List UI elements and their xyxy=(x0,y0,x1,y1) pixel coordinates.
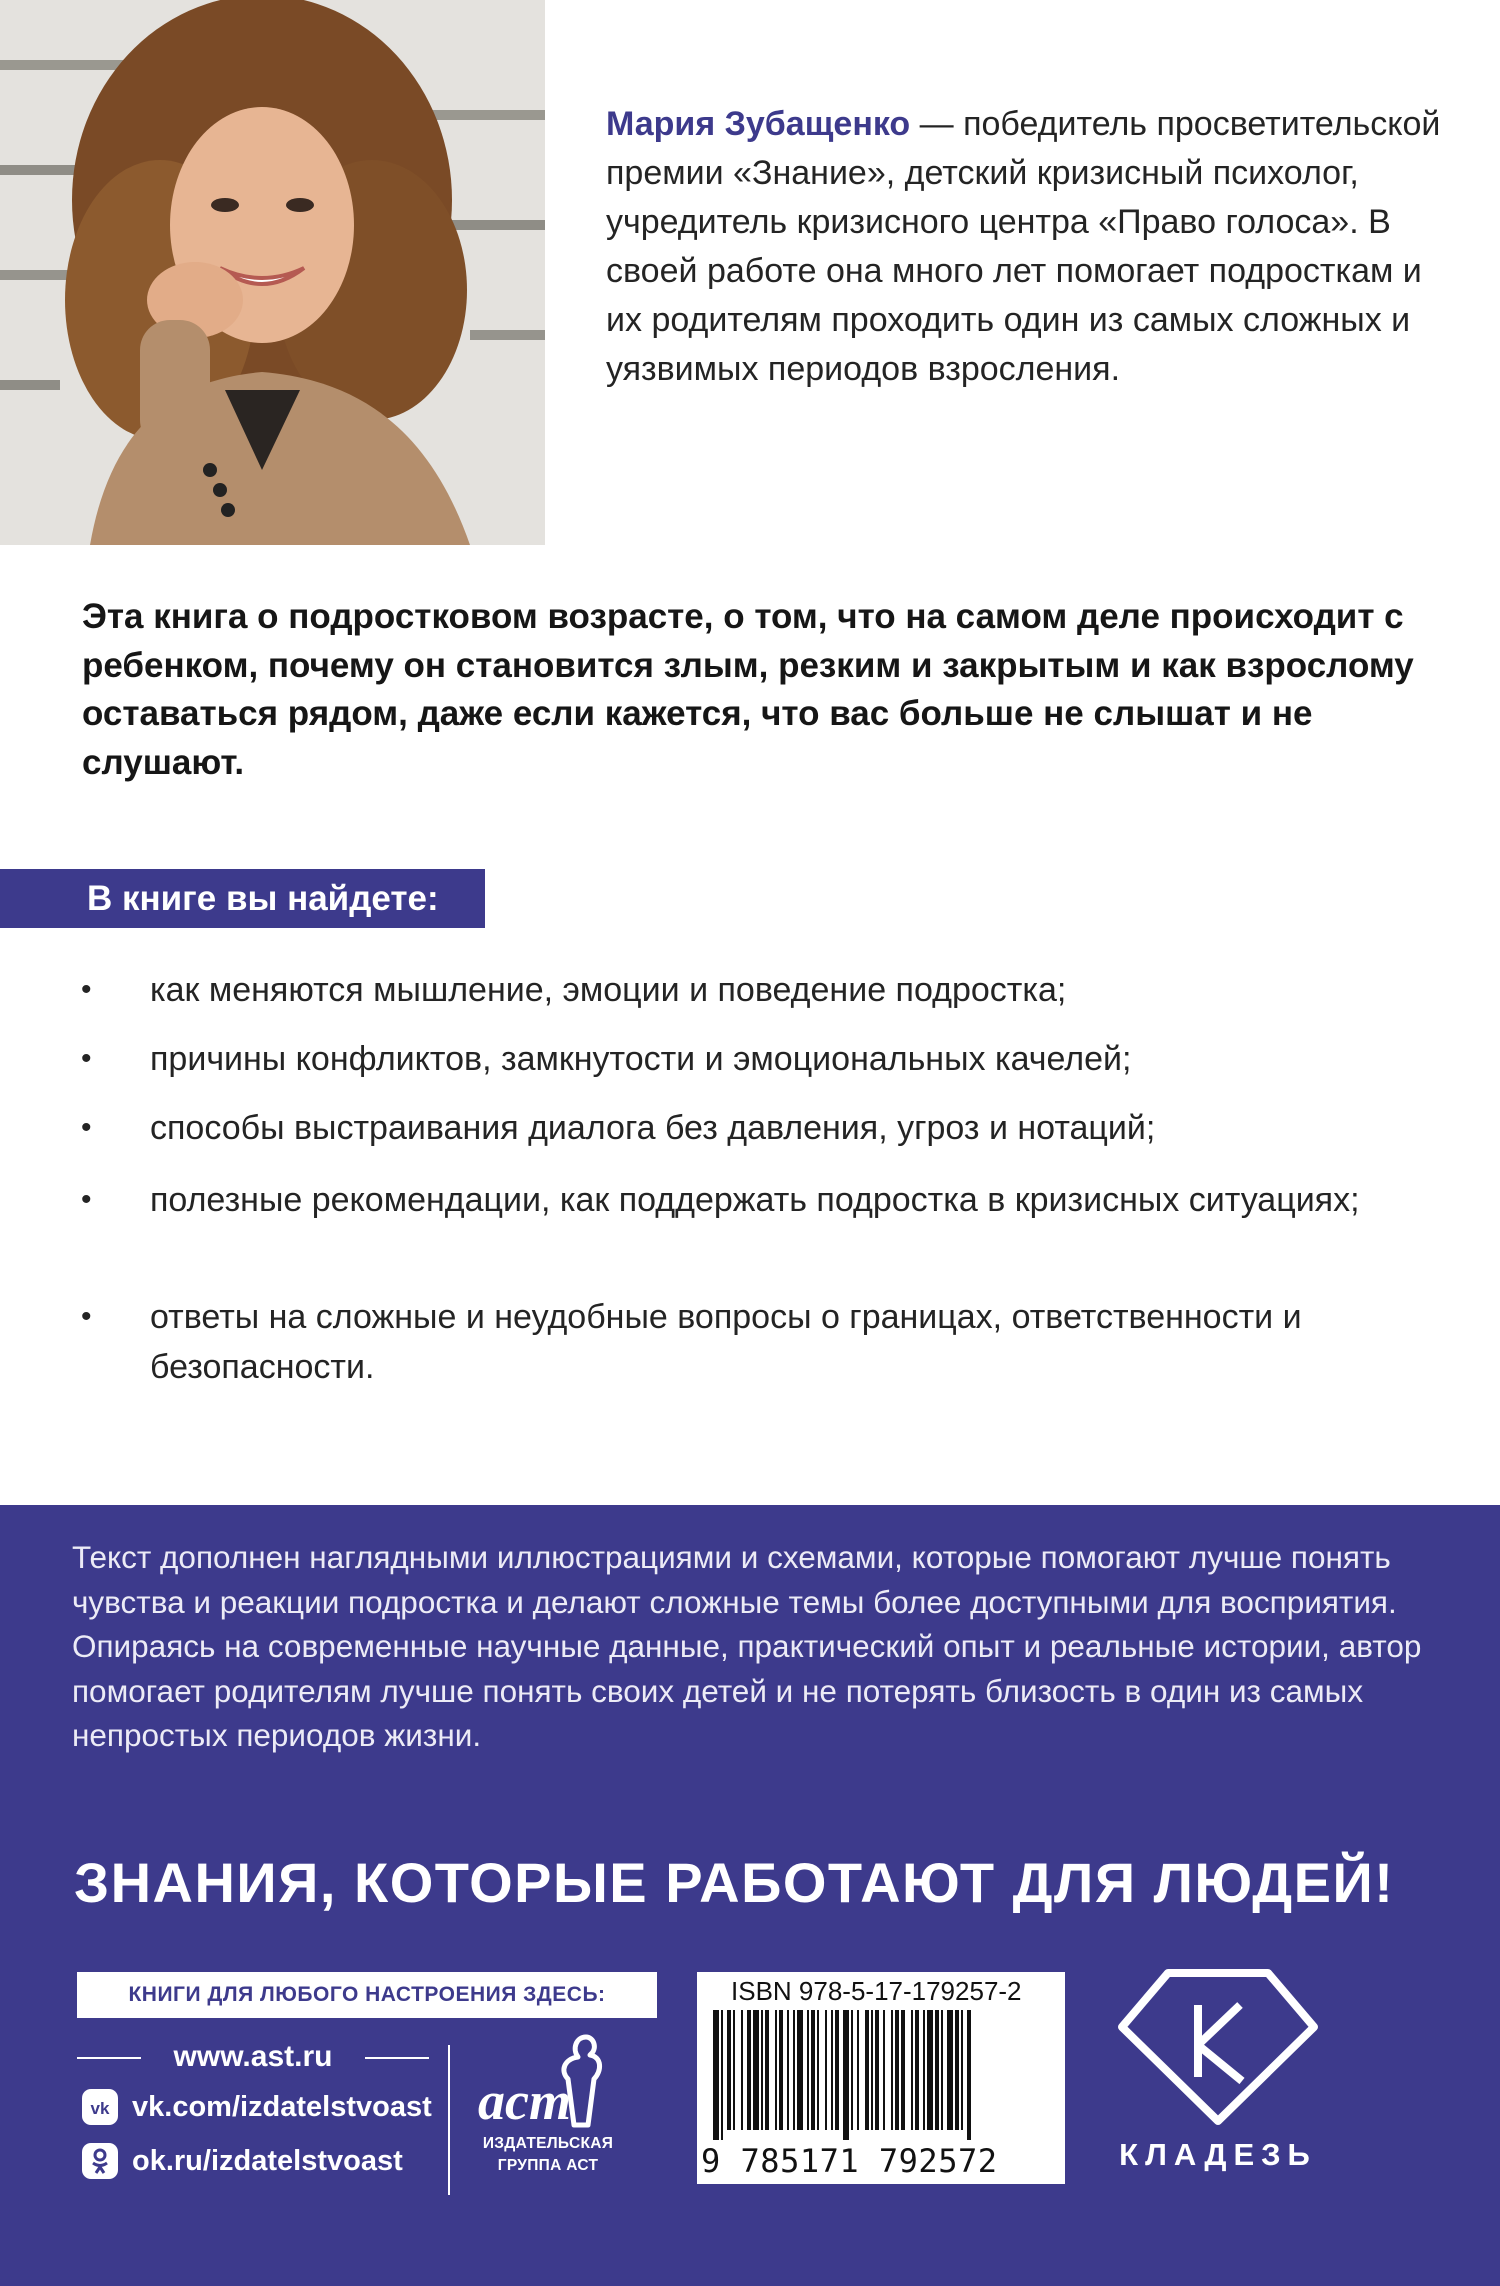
list-item-text: причины конфликтов, замкнутости и эмоциональных качелей; xyxy=(150,1040,1132,1078)
publisher-slogan: ЗНАНИЯ, КОТОРЫЕ РАБОТАЮТ ДЛЯ ЛЮДЕЙ! xyxy=(74,1851,1395,1914)
barcode-bar xyxy=(961,2010,963,2130)
barcode-bar xyxy=(843,2010,849,2140)
barcode-bar xyxy=(831,2010,833,2130)
author-photo xyxy=(0,0,545,545)
barcode-bar xyxy=(753,2010,759,2130)
barcode-bar xyxy=(811,2010,815,2130)
ok-link[interactable]: ok.ru/izdatelstvoast xyxy=(132,2145,403,2177)
barcode-bar xyxy=(857,2010,859,2130)
barcode-bar xyxy=(851,2010,853,2130)
vk-icon xyxy=(82,2089,118,2125)
list-item-text: как меняются мышление, эмоции и поведение подростка; xyxy=(150,971,1067,1009)
vk-link-row[interactable] xyxy=(82,2087,442,2127)
barcode-bar xyxy=(797,2010,803,2130)
barcode-bar xyxy=(765,2010,769,2130)
bullet-icon: • xyxy=(81,1042,92,1075)
links-label: КНИГИ ДЛЯ ЛЮБОГО НАСТРОЕНИЯ ЗДЕСЬ: xyxy=(77,1972,657,2018)
author-bio-text: — победитель просветительской премии «Знание», детский кризисный психолог, учредитель кризисного центра «Право голоса». В своей работе она много лет помогает подросткам и их родителям проходить один из самых сложных и уязвимых периодов взросления. xyxy=(606,105,1441,388)
barcode-bar xyxy=(901,2010,905,2130)
barcode-bar xyxy=(787,2010,789,2130)
bullet-icon: • xyxy=(81,973,92,1006)
barcode-bar xyxy=(713,2010,719,2140)
publisher-caption xyxy=(458,2133,638,2177)
diamond-k-icon xyxy=(1118,1965,1318,2125)
odnoklassniki-icon xyxy=(82,2143,118,2179)
list-item-text: полезные рекомендации, как поддержать подростка в кризисных ситуациях; xyxy=(150,1181,1360,1219)
barcode-bar xyxy=(817,2010,819,2130)
barcode-bar xyxy=(835,2010,839,2130)
bullet-icon: • xyxy=(81,1183,92,1216)
barcode-bar xyxy=(955,2010,959,2130)
barcode-bar xyxy=(871,2010,873,2130)
barcode-bar xyxy=(741,2010,743,2130)
publisher-caption-line: ИЗДАТЕЛЬСКАЯ xyxy=(482,2135,614,2152)
barcode-bar xyxy=(733,2010,735,2130)
barcode-bar xyxy=(721,2010,723,2140)
isbn-text: ISBN 978-5-17-179257-2 xyxy=(731,1976,1022,2006)
website-link[interactable]: www.ast.ru xyxy=(173,2040,333,2073)
ok-link-row[interactable] xyxy=(82,2141,442,2181)
barcode-bar xyxy=(875,2010,879,2130)
barcode-bar xyxy=(779,2010,783,2130)
ast-logo-text: аст xyxy=(478,2071,571,2131)
description-paragraph: Текст дополнен наглядными иллюстрациями и схемами, которые помогают лучше понять чувства и реакции подростка и делают сложные темы более доступными для восприятия. xyxy=(72,1539,1397,1620)
barcode-bar xyxy=(825,2010,827,2130)
barcode-bar xyxy=(747,2010,751,2130)
list-item-text: способы выстраивания диалога без давления, угроз и нотаций; xyxy=(150,1109,1156,1147)
barcode-bar xyxy=(865,2010,869,2130)
publisher-caption-line: ГРУППА АСТ xyxy=(497,2157,599,2174)
barcode xyxy=(697,1972,1065,2184)
book-description xyxy=(72,1535,1452,1758)
barcode-bar xyxy=(775,2010,777,2130)
barcode-bars xyxy=(707,2010,1055,2140)
imprint-name: КЛАДЕЗЬ xyxy=(1119,2137,1317,2172)
barcode-bar xyxy=(891,2010,893,2130)
bullet-icon: • xyxy=(81,1300,92,1333)
barcode-bar xyxy=(807,2010,809,2130)
barcode-bar xyxy=(935,2010,939,2130)
divider-line xyxy=(365,2057,429,2059)
section-heading-ribbon: В книге вы найдете: xyxy=(0,869,485,928)
barcode-bar xyxy=(793,2010,795,2130)
barcode-bar xyxy=(923,2010,925,2130)
list-item-text: ответы на сложные и неудобные вопросы о границах, ответственности и безопасности. xyxy=(150,1298,1302,1386)
barcode-bar xyxy=(895,2010,899,2130)
barcode-bar xyxy=(727,2010,731,2130)
vertical-divider xyxy=(448,2045,450,2195)
barcode-bar xyxy=(911,2010,913,2130)
svg-text:vk: vk xyxy=(90,2099,110,2118)
barcode-bar xyxy=(967,2010,971,2140)
bullet-icon: • xyxy=(81,1111,92,1144)
back-cover-footer xyxy=(0,1505,1500,2286)
author-bio xyxy=(606,100,1446,394)
barcode-bar xyxy=(915,2010,919,2130)
author-name: Мария Зубащенко xyxy=(606,105,911,143)
vk-link[interactable]: vk.com/izdatelstvoast xyxy=(132,2091,432,2123)
book-lead-paragraph: Эта книга о подростковом возрасте, о том, что на самом деле происходит с ребенком, почему он становится злым, резким и закрытым и как взрослому оставаться рядом, даже если кажется, что вас больше не слышат и не слушают. xyxy=(82,597,1414,782)
barcode-bar xyxy=(761,2010,763,2130)
barcode-bar xyxy=(927,2010,933,2130)
barcode-bar xyxy=(947,2010,953,2130)
barcode-digits: 9 785171 792572 xyxy=(701,2142,998,2180)
description-paragraph: Опираясь на современные научные данные, практический опыт и реальные истории, автор помогает родителям лучше понять своих детей и не потерять близость в один из самых непростых периодов жизни. xyxy=(72,1628,1422,1753)
barcode-bar xyxy=(883,2010,885,2130)
barcode-bar xyxy=(941,2010,943,2130)
website-row xyxy=(77,2037,429,2077)
